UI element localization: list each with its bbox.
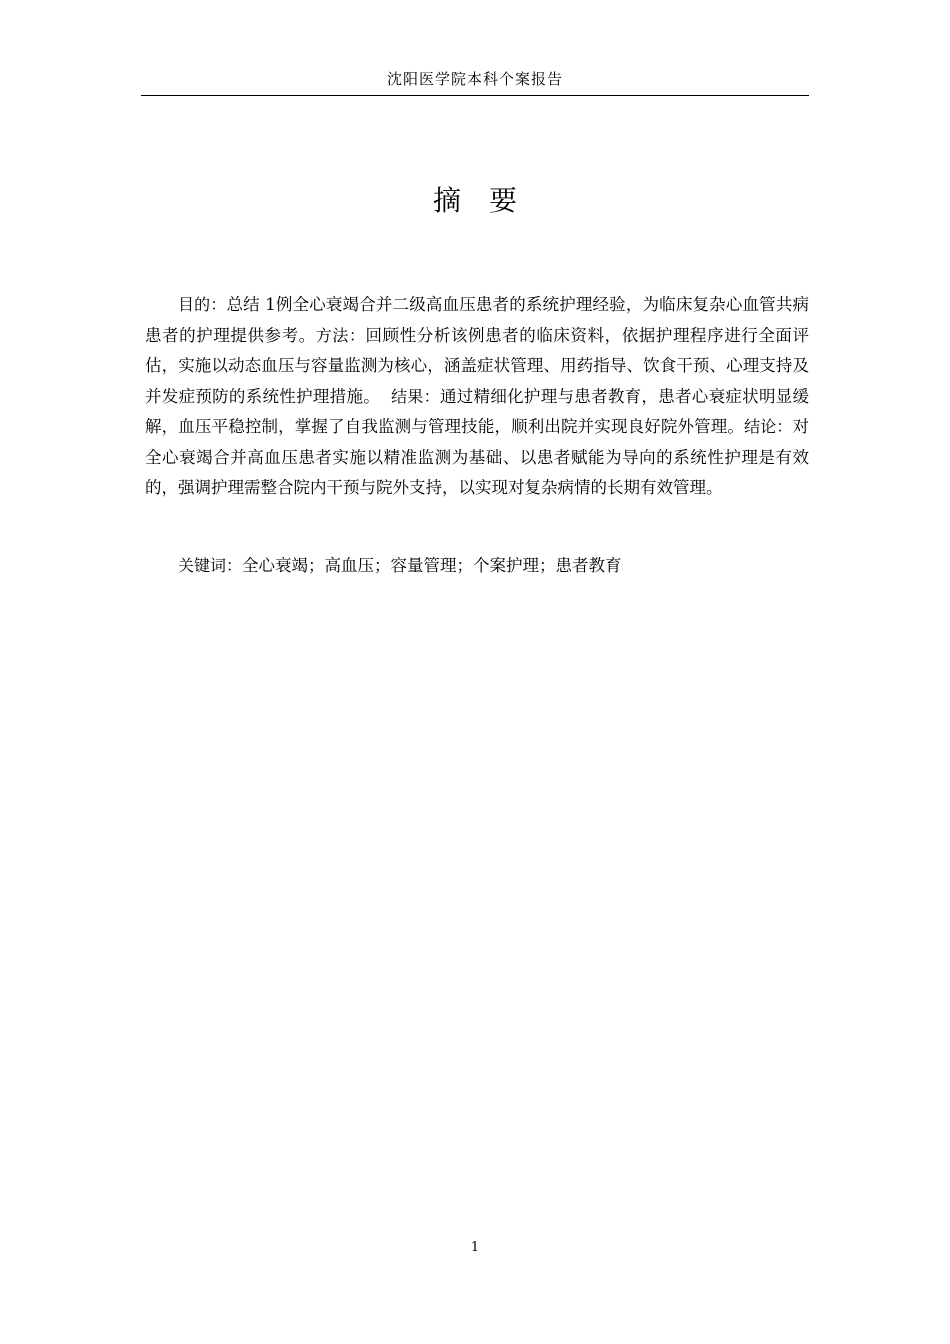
objective-text: 总结 1例全心衰竭合并二级高血压患者的系统护理经验，为临床复杂心血管共病患者的护理提供参考。 <box>145 295 809 345</box>
results-label: 结果： <box>391 386 440 406</box>
objective-label: 目的： <box>178 295 227 314</box>
abstract-title-char-2: 要 <box>489 184 518 217</box>
keywords-label: 关键词： <box>178 556 243 575</box>
abstract-body <box>145 290 809 504</box>
keywords-text: 全心衰竭；高血压；容量管理；个案护理；患者教育 <box>242 556 622 575</box>
keywords <box>145 551 809 581</box>
conclusion-label: 结论： <box>744 417 793 436</box>
methods-text: 回顾性分析该例患者的临床资料，依据护理程序进行全面评估，实施以动态血压与容量监测为核心，涵盖症状管理、用药指导、饮食干预、心理支持及并发症预防的系统性护理措施。 <box>145 325 810 406</box>
conclusion-text: 对全心衰竭合并高血压患者实施以精准监测为基础、以患者赋能为导向的系统性护理是有效的，强调护理需整合院内干预与院外支持，以实现对复杂病情的长期有效管理。 <box>145 417 809 497</box>
results-text: 通过精细化护理与患者教育，患者心衰症状明显缓解，血压平稳控制，掌握了自我监测与管理技能，顺利出院并实现良好院外管理。 <box>145 386 810 436</box>
running-header-title: 沈阳医学院本科个案报告 <box>386 70 563 88</box>
running-header <box>141 60 809 96</box>
abstract-title-char-1: 摘 <box>432 184 461 217</box>
abstract-title <box>141 184 809 218</box>
methods-label: 方法： <box>315 325 366 345</box>
page-number: 1 <box>470 1240 480 1255</box>
